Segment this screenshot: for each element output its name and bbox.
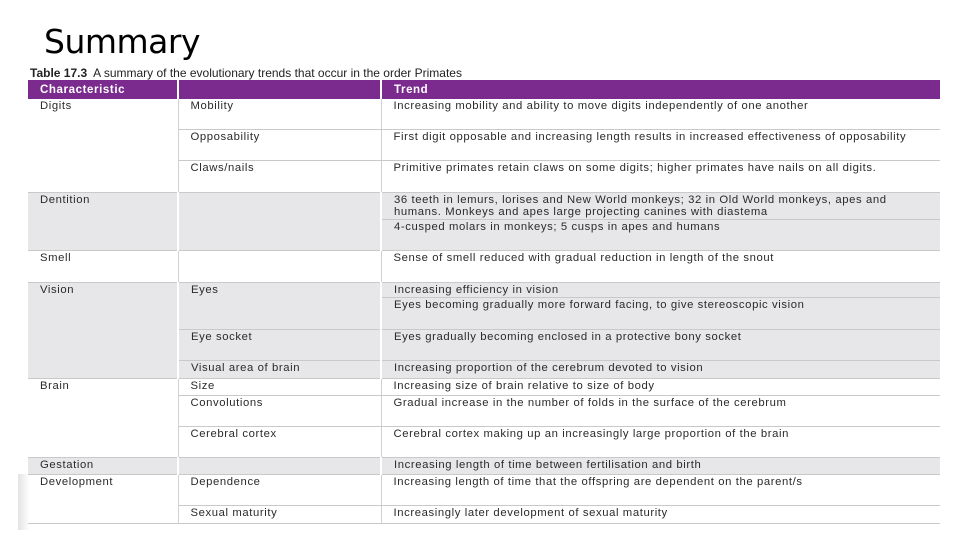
trend-text: Increasing efficiency in vision: [394, 283, 559, 296]
trend-text: Increasing length of time that the offspring are dependent on the parent/s: [393, 475, 803, 488]
cell-trend: [381, 192, 940, 250]
trend-text: Sense of smell reduced with gradual reduction in length of the snout: [393, 251, 775, 264]
table-row: [28, 160, 940, 192]
cell-sub-characteristic: [178, 457, 381, 474]
cell-sub-characteristic: Mobility: [178, 99, 381, 129]
cell-trend: [381, 378, 940, 395]
cell-trend: [381, 129, 940, 160]
cell-characteristic: Brain: [28, 378, 178, 395]
trend-text: Increasing length of time between fertilisation and birth: [394, 458, 702, 471]
table-row: [28, 360, 940, 378]
trend-text: Increasingly later development of sexual maturity: [393, 506, 668, 519]
table-row: [28, 129, 940, 160]
trend-text: Increasing size of brain relative to size of body: [393, 379, 655, 392]
cell-trend: [381, 250, 940, 282]
trends-table-container: [28, 80, 940, 526]
cell-characteristic: Vision: [28, 282, 178, 329]
cell-trend: [381, 329, 940, 360]
cell-sub-characteristic: [178, 192, 381, 250]
cell-trend: [381, 474, 940, 505]
cell-characteristic: [28, 160, 178, 192]
cell-characteristic: Development: [28, 474, 178, 505]
cell-characteristic: [28, 329, 178, 360]
table-header-row: [28, 80, 940, 99]
table-caption-text: A summary of the evolutionary trends that occur in the order Primates: [93, 66, 462, 80]
cell-trend: [381, 395, 940, 426]
header-sub: [178, 80, 381, 99]
table-row: [28, 395, 940, 426]
cell-characteristic: [28, 426, 178, 457]
trend-text: Cerebral cortex making up an increasingly large proportion of the brain: [393, 427, 790, 440]
cell-sub-characteristic: Convolutions: [178, 395, 381, 426]
cell-characteristic: [28, 505, 178, 523]
trend-text: Gradual increase in the number of folds in the surface of the cerebrum: [393, 396, 787, 409]
cell-sub-characteristic: Visual area of brain: [178, 360, 381, 378]
cell-sub-characteristic: Cerebral cortex: [178, 426, 381, 457]
cell-characteristic: Dentition: [28, 192, 178, 250]
header-trend: Trend: [381, 80, 940, 99]
trend-text: 36 teeth in lemurs, lorises and New World monkeys; 32 in Old World monkeys, apes and humans. Monkeys and apes large projecting canines with diastema: [394, 193, 887, 218]
table-body: [28, 99, 940, 523]
cell-sub-characteristic: [178, 250, 381, 282]
table-row: [28, 426, 940, 457]
table-row: [28, 474, 940, 505]
cell-characteristic: Digits: [28, 99, 178, 129]
trend-text: Primitive primates retain claws on some digits; higher primates have nails on all digits.: [393, 161, 877, 174]
trend-text: First digit opposable and increasing length results in increased effectiveness of opposability: [393, 130, 907, 143]
trend-text: Increasing proportion of the cerebrum devoted to vision: [394, 361, 704, 374]
table-row: [28, 505, 940, 523]
cell-trend: [381, 99, 940, 129]
cell-sub-characteristic: Claws/nails: [178, 160, 381, 192]
table-row: [28, 378, 940, 395]
header-characteristic: Characteristic: [28, 80, 178, 99]
cell-sub-characteristic: Eyes: [178, 282, 381, 329]
table-row: [28, 282, 940, 329]
table-number: Table 17.3: [30, 66, 88, 80]
slide-title: Summary: [44, 22, 200, 61]
cell-sub-characteristic: Opposability: [178, 129, 381, 160]
cell-characteristic: [28, 360, 178, 378]
table-row: [28, 250, 940, 282]
trends-table: [28, 80, 940, 524]
cell-trend: [381, 426, 940, 457]
table-row: [28, 329, 940, 360]
cell-characteristic: [28, 129, 178, 160]
trend-text: Increasing mobility and ability to move digits independently of one another: [393, 100, 809, 112]
cell-trend: [381, 457, 940, 474]
trend-text: 4-cusped molars in monkeys; 5 cusps in apes and humans: [382, 219, 940, 233]
cell-sub-characteristic: Dependence: [178, 474, 381, 505]
cell-characteristic: Gestation: [28, 457, 178, 474]
table-row: [28, 99, 940, 129]
cell-trend: [381, 282, 940, 329]
cell-sub-characteristic: Eye socket: [178, 329, 381, 360]
cell-characteristic: Smell: [28, 250, 178, 282]
cell-characteristic: [28, 395, 178, 426]
cell-sub-characteristic: Size: [178, 378, 381, 395]
cell-sub-characteristic: Sexual maturity: [178, 505, 381, 523]
cell-trend: [381, 160, 940, 192]
table-row: [28, 192, 940, 250]
trend-text: Eyes becoming gradually more forward facing, to give stereoscopic vision: [382, 297, 940, 311]
table-caption: [30, 66, 462, 80]
cell-trend: [381, 360, 940, 378]
table-row: [28, 457, 940, 474]
cell-trend: [381, 505, 940, 523]
trend-text: Eyes gradually becoming enclosed in a protective bony socket: [394, 330, 742, 343]
edge-fade: [18, 474, 30, 530]
